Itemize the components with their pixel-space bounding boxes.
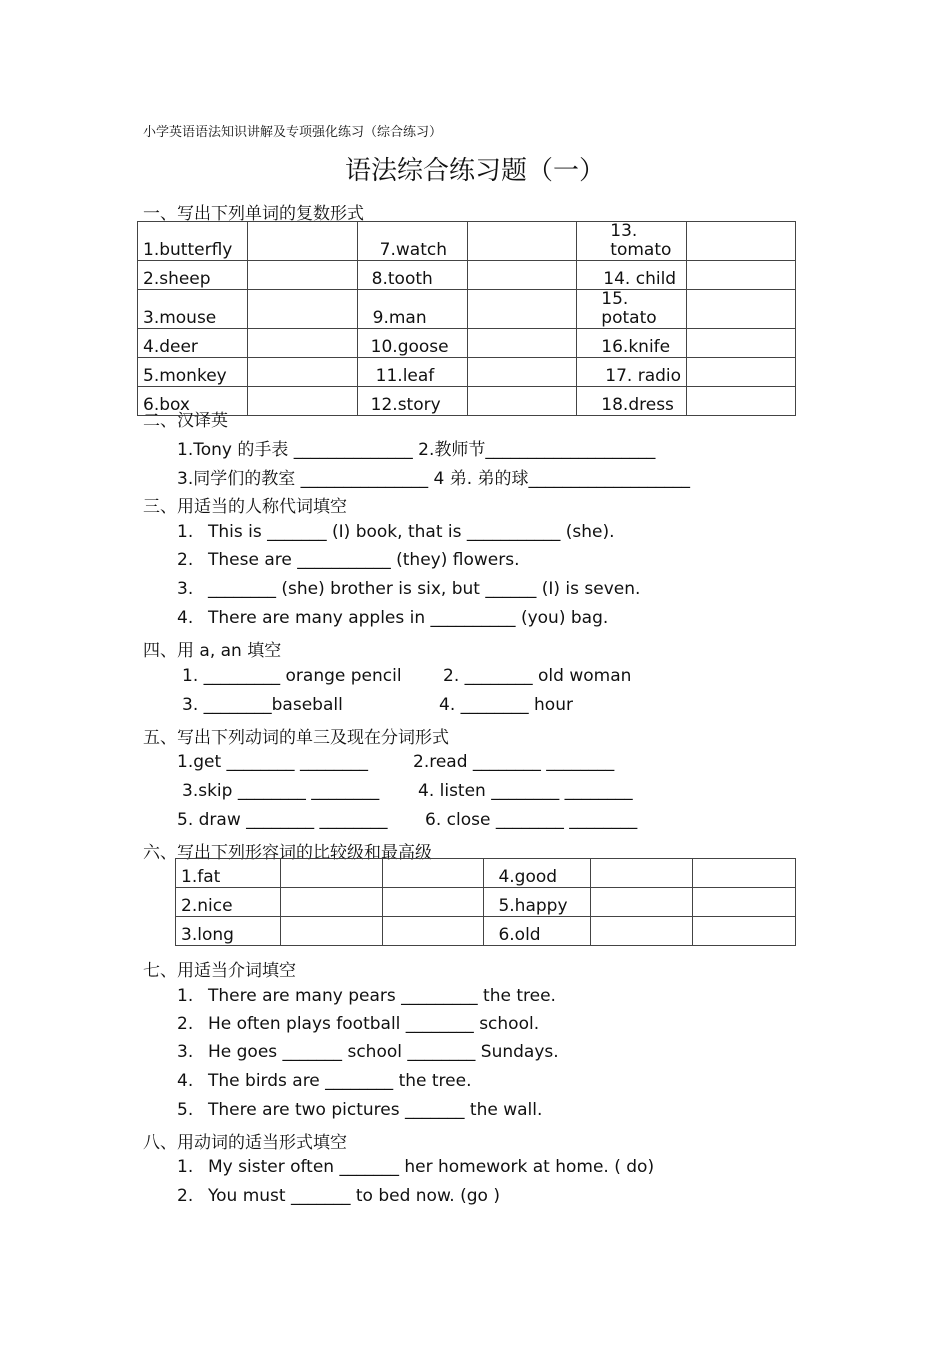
section-4-heading: 四、用 a, an 填空 <box>143 641 282 661</box>
answer-cell[interactable] <box>687 358 796 387</box>
list-item: 3.skip ________ ________ <box>182 781 380 801</box>
answer-cell[interactable] <box>247 290 357 329</box>
list-item: 1.get ________ ________ <box>177 752 368 772</box>
word-cell: 4.deer <box>138 329 248 358</box>
word-cell: 10.goose <box>357 329 467 358</box>
list-item: 4. listen ________ ________ <box>418 781 633 801</box>
word-cell: 4.good <box>484 859 591 888</box>
list-item: 2. He often plays football ________ school. <box>177 1014 540 1034</box>
word-cell: 2.nice <box>176 888 281 917</box>
answer-cell[interactable] <box>247 329 357 358</box>
answer-cell[interactable] <box>687 329 796 358</box>
answer-cell[interactable] <box>280 888 382 917</box>
answer-cell[interactable] <box>280 917 382 946</box>
word-cell: 6.box <box>138 387 248 416</box>
table-row <box>176 917 796 946</box>
word-cell: 2.sheep <box>138 261 248 290</box>
answer-cell[interactable] <box>467 358 577 387</box>
word-cell: 3.mouse <box>138 290 248 329</box>
table-row <box>138 387 796 416</box>
table-row <box>138 261 796 290</box>
answer-cell[interactable] <box>467 261 577 290</box>
list-item: 1. There are many pears _________ the tree. <box>177 986 556 1006</box>
list-item: 6. close ________ ________ <box>425 810 638 830</box>
word-cell: 12.story <box>357 387 467 416</box>
answer-cell[interactable] <box>687 222 796 261</box>
list-item: 4. ________ hour <box>439 695 573 715</box>
word-cell: 7.watch <box>357 222 467 261</box>
answer-cell[interactable] <box>247 358 357 387</box>
answer-cell[interactable] <box>382 859 484 888</box>
list-item: 2. You must _______ to bed now. (go ) <box>177 1186 500 1206</box>
answer-cell[interactable] <box>247 387 357 416</box>
answer-cell[interactable] <box>591 859 693 888</box>
section-6-heading: 六、写出下列形容词的比较级和最高级 <box>143 843 432 863</box>
list-item: 1. This is _______ (I) book, that is ___________ (she). <box>177 522 615 542</box>
answer-cell[interactable] <box>591 917 693 946</box>
list-item: 3. ________ (she) brother is six, but ______ (I) is seven. <box>177 579 641 599</box>
answer-cell[interactable] <box>247 222 357 261</box>
word-cell: 9.man <box>357 290 467 329</box>
word-cell: 3.long <box>176 917 281 946</box>
answer-cell[interactable] <box>467 290 577 329</box>
list-item: 2. ________ old woman <box>443 666 632 686</box>
word-cell: 17. radio <box>577 358 687 387</box>
list-item: 3. ________baseball <box>182 695 343 715</box>
answer-cell[interactable] <box>382 917 484 946</box>
answer-cell[interactable] <box>280 859 382 888</box>
section-5-heading: 五、写出下列动词的单三及现在分词形式 <box>143 728 449 748</box>
word-cell: 16.knife <box>577 329 687 358</box>
section-7-heading: 七、用适当介词填空 <box>143 961 296 981</box>
list-item: 4. There are many apples in __________ (you) bag. <box>177 608 609 628</box>
list-item: 1. _________ orange pencil <box>182 666 402 686</box>
page-title: 语法综合练习题（一） <box>344 156 605 186</box>
word-cell: 1.fat <box>176 859 281 888</box>
list-item: 2. These are ___________ (they) flowers. <box>177 550 520 570</box>
table-row <box>138 358 796 387</box>
word-cell: 18.dress <box>577 387 687 416</box>
answer-cell[interactable] <box>467 222 577 261</box>
word-cell: 1.butterfly <box>138 222 248 261</box>
translation-line: 3.同学们的教室 _______________ 4 弟. 弟的球___________________ <box>177 469 691 489</box>
word-cell: 15. potato <box>577 290 687 329</box>
word-cell: 13. tomato <box>577 222 687 261</box>
table-row <box>176 888 796 917</box>
page-header: 小学英语语法知识讲解及专项强化练习（综合练习） <box>143 125 443 140</box>
section-3-heading: 三、用适当的人称代词填空 <box>143 497 347 517</box>
word-cell: 11.leaf <box>357 358 467 387</box>
section-1-heading: 一、写出下列单词的复数形式 <box>143 204 364 224</box>
comparison-table <box>175 858 796 946</box>
answer-cell[interactable] <box>467 387 577 416</box>
table-row <box>138 222 796 261</box>
table-row <box>138 290 796 329</box>
answer-cell[interactable] <box>687 261 796 290</box>
table-row <box>176 859 796 888</box>
answer-cell[interactable] <box>693 888 796 917</box>
section-8-heading: 八、用动词的适当形式填空 <box>143 1133 347 1153</box>
translation-line: 1.Tony 的手表 ______________ 2.教师节____________________ <box>177 440 656 460</box>
list-item: 5. draw ________ ________ <box>177 810 388 830</box>
list-item: 3. He goes _______ school ________ Sundays. <box>177 1042 559 1062</box>
answer-cell[interactable] <box>687 290 796 329</box>
word-cell: 5.happy <box>484 888 591 917</box>
answer-cell[interactable] <box>591 888 693 917</box>
list-item: 5. There are two pictures _______ the wall. <box>177 1100 543 1120</box>
list-item: 4. The birds are ________ the tree. <box>177 1071 472 1091</box>
list-item: 1. My sister often _______ her homework at home. ( do) <box>177 1157 655 1177</box>
plural-table <box>137 221 796 416</box>
table-row <box>138 329 796 358</box>
answer-cell[interactable] <box>247 261 357 290</box>
section-2-heading: 二、汉译英 <box>143 411 228 431</box>
answer-cell[interactable] <box>693 859 796 888</box>
list-item: 2.read ________ ________ <box>413 752 615 772</box>
answer-cell[interactable] <box>687 387 796 416</box>
word-cell: 5.monkey <box>138 358 248 387</box>
word-cell: 8.tooth <box>357 261 467 290</box>
answer-cell[interactable] <box>467 329 577 358</box>
word-cell: 14. child <box>577 261 687 290</box>
word-cell: 6.old <box>484 917 591 946</box>
answer-cell[interactable] <box>693 917 796 946</box>
answer-cell[interactable] <box>382 888 484 917</box>
